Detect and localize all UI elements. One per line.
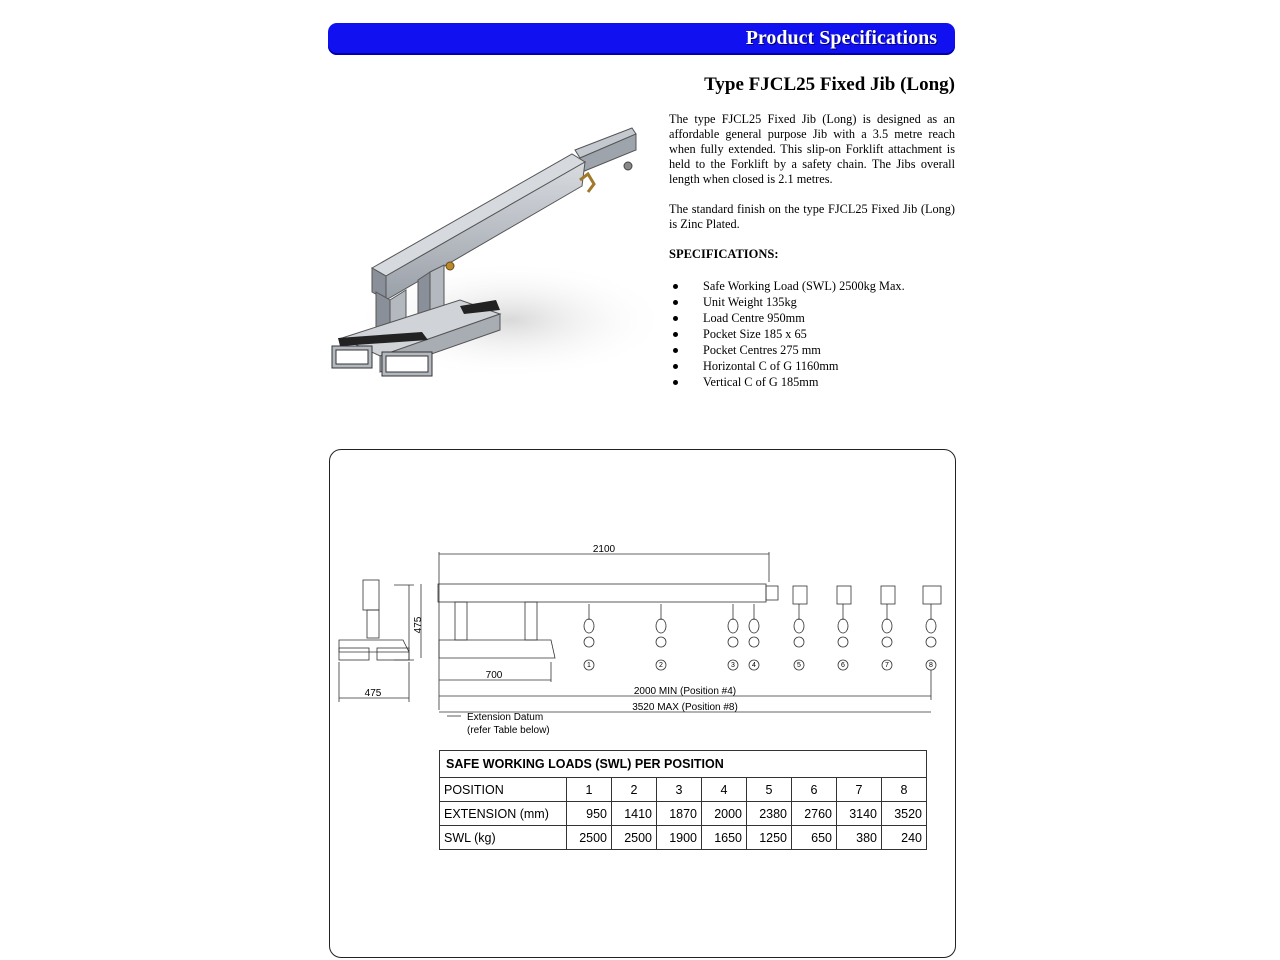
swl-table: [439, 750, 927, 850]
spec-item: Load Centre 950mm: [669, 310, 905, 326]
product-finish: The standard finish on the type FJCL25 Fixed Jib (Long) is Zinc Plated.: [669, 202, 955, 231]
table-cell: 5: [747, 778, 792, 802]
specifications-heading: SPECIFICATIONS:: [669, 247, 779, 261]
datum-label: Extension Datum: [467, 712, 544, 723]
dim-max: 3520 MAX (Position #8): [632, 702, 738, 713]
table-cell: 2380: [747, 802, 792, 826]
dim-pocket: 700: [485, 670, 503, 681]
specifications-list: [669, 278, 905, 390]
spec-item: Unit Weight 135kg: [669, 294, 905, 310]
spec-item: Safe Working Load (SWL) 2500kg Max.: [669, 278, 905, 294]
product-render-image: [310, 120, 655, 400]
position-label: 3: [731, 662, 735, 669]
table-cell: 650: [792, 826, 837, 850]
dim-width: 475: [364, 688, 382, 699]
position-label: 8: [929, 662, 933, 669]
spec-item: Pocket Centres 275 mm: [669, 342, 905, 358]
table-cell: 2760: [792, 802, 837, 826]
table-cell: 1410: [612, 802, 657, 826]
table-cell: 2500: [567, 826, 612, 850]
datum-note: (refer Table below): [467, 725, 550, 736]
position-label: 2: [659, 662, 663, 669]
spec-item: Horizontal C of G 1160mm: [669, 358, 905, 374]
table-cell: 2: [612, 778, 657, 802]
table-cell: 950: [567, 802, 612, 826]
dim-length: 2100: [592, 544, 616, 555]
row-label: EXTENSION (mm): [440, 802, 567, 826]
position-label: 6: [841, 662, 845, 669]
table-cell: 1: [567, 778, 612, 802]
product-description: The type FJCL25 Fixed Jib (Long) is designed as an affordable general purpose Jib with a 3.5 metre reach when fully extended. This slip-on Forklift attachment is held to the Forklift by a safety chain. The Jibs overall length when closed is 2.1 metres.: [669, 112, 955, 186]
position-label: 1: [587, 662, 591, 669]
position-label: 5: [797, 662, 801, 669]
spec-item: Vertical C of G 185mm: [669, 374, 905, 390]
table-cell: 6: [792, 778, 837, 802]
swl-table-caption: SAFE WORKING LOADS (SWL) PER POSITION: [440, 751, 927, 778]
table-cell: 3: [657, 778, 702, 802]
dim-min: 2000 MIN (Position #4): [633, 686, 737, 697]
swl-table-caption-row: [440, 751, 927, 778]
table-row: [440, 778, 927, 802]
row-label: POSITION: [440, 778, 567, 802]
table-cell: 3520: [882, 802, 927, 826]
table-cell: 1870: [657, 802, 702, 826]
table-row: [440, 826, 927, 850]
position-label: 4: [752, 662, 756, 669]
technical-drawing: [329, 530, 955, 740]
table-cell: 240: [882, 826, 927, 850]
table-cell: 1250: [747, 826, 792, 850]
table-cell: 3140: [837, 802, 882, 826]
table-cell: 1650: [702, 826, 747, 850]
dim-height: 475: [413, 616, 424, 634]
row-label: SWL (kg): [440, 826, 567, 850]
header-banner: [328, 23, 955, 55]
table-cell: 380: [837, 826, 882, 850]
table-cell: 2500: [612, 826, 657, 850]
table-cell: 7: [837, 778, 882, 802]
position-label: 7: [885, 662, 889, 669]
banner-title: Product Specifications: [745, 27, 937, 49]
spec-item: Pocket Size 185 x 65: [669, 326, 905, 342]
table-cell: 4: [702, 778, 747, 802]
product-title: Type FJCL25 Fixed Jib (Long): [704, 74, 955, 95]
table-cell: 2000: [702, 802, 747, 826]
table-cell: 8: [882, 778, 927, 802]
table-cell: 1900: [657, 826, 702, 850]
table-row: [440, 802, 927, 826]
